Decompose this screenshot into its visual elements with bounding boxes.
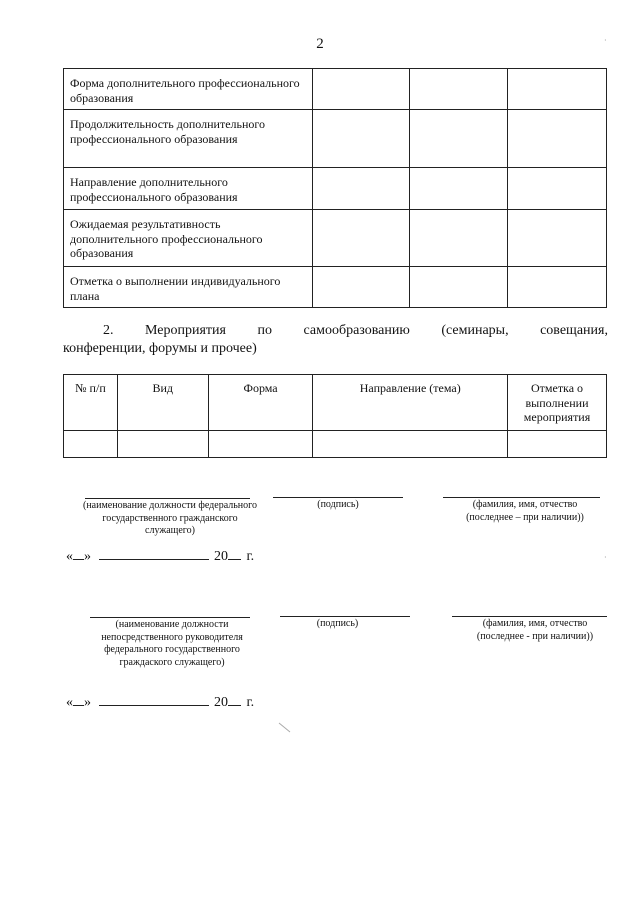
table-row (64, 267, 607, 308)
table-header-row (64, 375, 607, 431)
position-caption: (наименование должности непосредственного руководителя федерального государственного граждаского служащего) (101, 619, 243, 668)
section-heading-line1: 2. Мероприятия по самообразованию (семинары, совещания, (103, 323, 608, 338)
header-completion-mark: Отметка о выполнении мероприятия (508, 375, 607, 431)
name-caption: (фамилия, имя, отчество (последнее – при наличии)) (466, 499, 584, 523)
table-cell[interactable] (508, 110, 607, 168)
table-cell[interactable] (64, 431, 118, 458)
year-blank[interactable] (228, 705, 241, 706)
day-blank[interactable] (73, 705, 84, 706)
section-heading-line2: конференции, форумы и прочее) (63, 341, 257, 356)
table-cell[interactable] (313, 431, 508, 458)
signature-caption: (подпись) (317, 499, 359, 510)
table-cell[interactable] (508, 267, 607, 308)
table-row (64, 431, 607, 458)
row-label-completion: Отметка о выполнении индивидуального плана (64, 267, 313, 308)
signature-line[interactable] (273, 497, 403, 498)
table-row (64, 69, 607, 110)
table-cell[interactable] (312, 69, 410, 110)
table-cell[interactable] (312, 168, 410, 210)
table-cell[interactable] (208, 431, 313, 458)
page-number: 2 (316, 36, 324, 52)
signature-line[interactable] (280, 616, 410, 617)
row-label-duration: Продолжительность дополнительного профессионального образования (64, 110, 313, 168)
name-caption: (фамилия, имя, отчество (последнее - при наличии)) (476, 618, 594, 642)
position-line[interactable] (90, 617, 250, 618)
section-heading (63, 322, 608, 358)
table-cell[interactable] (508, 69, 607, 110)
header-number: № п/п (64, 375, 118, 431)
self-education-table (63, 374, 607, 458)
table-cell[interactable] (410, 69, 508, 110)
table-cell[interactable] (508, 210, 607, 267)
table-cell[interactable] (312, 210, 410, 267)
name-line[interactable] (443, 497, 600, 498)
development-plan-table (63, 68, 607, 308)
table-cell[interactable] (410, 267, 508, 308)
scan-mark: · (604, 36, 607, 45)
name-line[interactable] (452, 616, 607, 617)
month-blank[interactable] (99, 705, 209, 706)
table-cell[interactable] (410, 210, 508, 267)
table-row (64, 210, 607, 267)
day-blank[interactable] (73, 559, 84, 560)
date-field: « » 20 г. (66, 549, 255, 564)
row-label-form: Форма дополнительного профессионального образования (64, 69, 313, 110)
table-cell[interactable] (410, 110, 508, 168)
table-cell[interactable] (312, 110, 410, 168)
month-blank[interactable] (99, 559, 209, 560)
table-cell[interactable] (312, 267, 410, 308)
position-line[interactable] (85, 498, 250, 499)
signature-caption: (подпись) (316, 618, 359, 629)
row-label-direction: Направление дополнительного профессионального образования (64, 168, 313, 210)
table-row (64, 110, 607, 168)
table-cell[interactable] (410, 168, 508, 210)
date-field: « » 20 г. (66, 695, 255, 710)
header-direction: Направление (тема) (313, 375, 508, 431)
scan-mark (278, 722, 292, 734)
header-form: Форма (208, 375, 313, 431)
header-type: Вид (117, 375, 208, 431)
position-caption: (наименование должности федерального государственного гражданского служащего) (83, 500, 257, 536)
table-cell[interactable] (508, 431, 607, 458)
scan-mark: · (604, 553, 607, 562)
table-row (64, 168, 607, 210)
row-label-result: Ожидаемая результативность дополнительного профессионального образования (64, 210, 313, 267)
table-cell[interactable] (117, 431, 208, 458)
year-blank[interactable] (228, 559, 241, 560)
table-cell[interactable] (508, 168, 607, 210)
